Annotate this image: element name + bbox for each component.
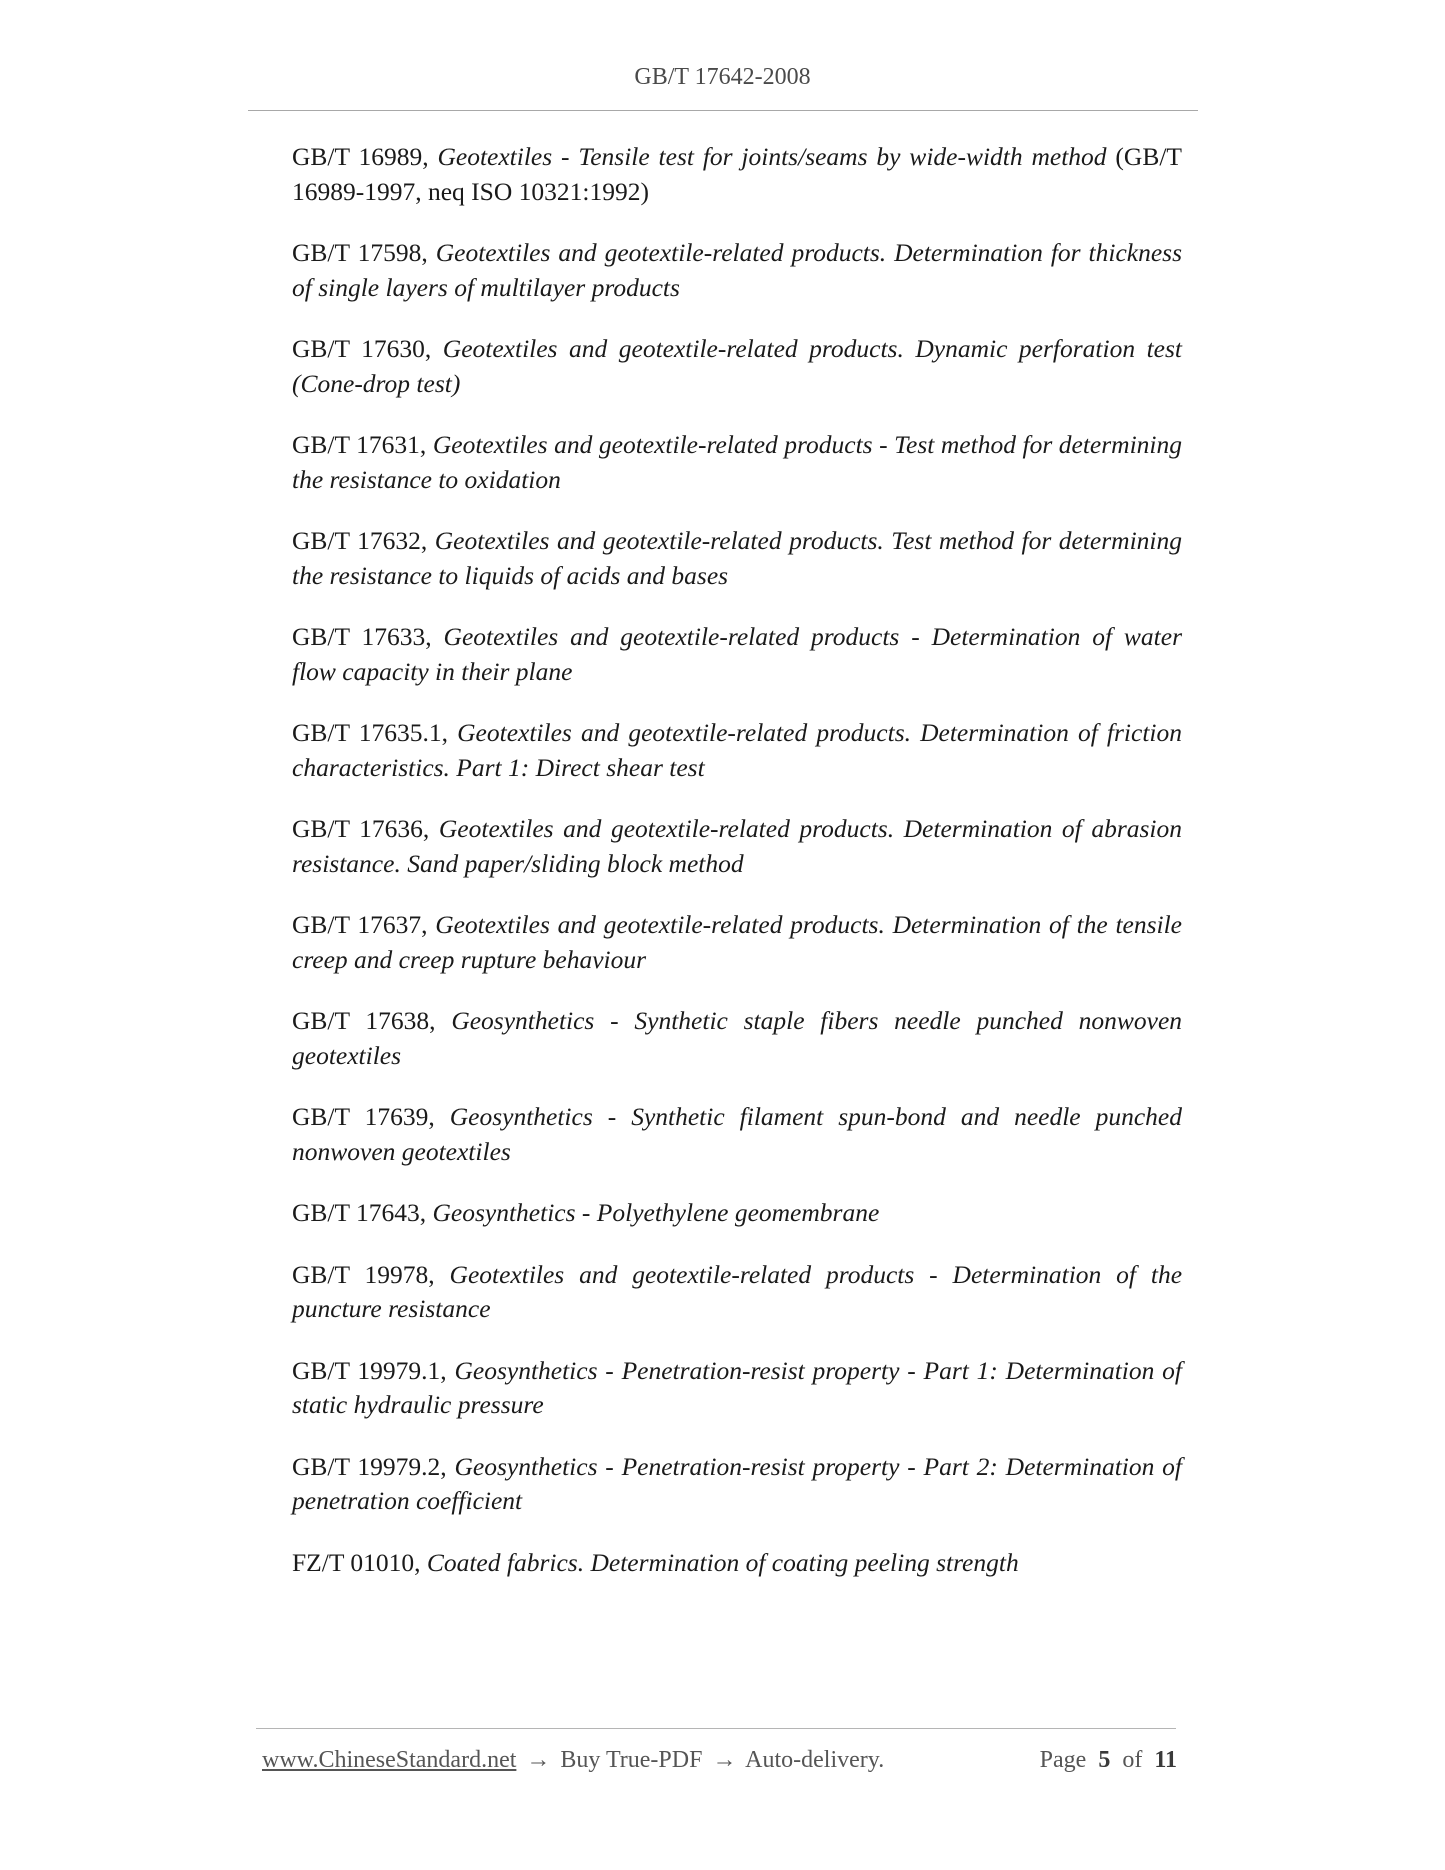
reference-code: GB/T 17635.1, (292, 718, 448, 747)
footer-promo (262, 1747, 884, 1774)
reference-title: Geotextiles and geotextile-related products - Test method for determining the resistance to oxidation (292, 430, 1183, 494)
header-divider (248, 110, 1198, 111)
reference-title: Geotextiles and geotextile-related products - Determination of the puncture resistance (292, 1259, 1183, 1323)
reference-title: Geotextiles and geotextile-related products. Test method for determining the resistance to liquids of acids and bases (292, 526, 1182, 590)
buy-text: Buy True-PDF (560, 1747, 703, 1773)
of-label: of (1122, 1747, 1143, 1773)
page-number (1040, 1747, 1177, 1774)
normative-references-list (292, 140, 1182, 1607)
reference-item (292, 716, 1182, 785)
reference-title: Geosynthetics - Polyethylene geomembrane (432, 1198, 880, 1227)
reference-code: FZ/T 01010, (292, 1547, 421, 1577)
reference-title: Geotextiles and geotextile-related products. Determination of abrasion resistance. Sand paper/sliding block method (292, 814, 1182, 878)
reference-title: Geosynthetics - Synthetic staple fibers needle punched nonwoven geotextiles (292, 1006, 1183, 1070)
reference-title: Geosynthetics - Penetration-resist property - Part 1: Determination of static hydraulic pressure (292, 1355, 1183, 1419)
delivery-text: Auto-delivery. (745, 1747, 885, 1773)
reference-item (292, 428, 1182, 497)
reference-item (292, 908, 1182, 977)
reference-code: GB/T 19979.2, (292, 1451, 447, 1481)
website-link[interactable]: www.ChineseStandard.net (262, 1747, 517, 1773)
reference-code: GB/T 17630, (292, 334, 432, 363)
reference-title: Geosynthetics - Synthetic filament spun-bond and needle punched nonwoven geotextiles (292, 1102, 1182, 1166)
arrow-right-icon: → (712, 1747, 737, 1773)
reference-code: GB/T 16989, (292, 142, 429, 171)
reference-item (292, 1258, 1182, 1327)
reference-code: GB/T 17637, (292, 910, 428, 939)
reference-item (292, 1354, 1182, 1423)
reference-code: GB/T 17638, (292, 1006, 436, 1035)
reference-item (292, 1100, 1182, 1169)
reference-code: GB/T 17632, (292, 526, 428, 555)
reference-code: GB/T 17598, (292, 238, 428, 267)
reference-item (292, 332, 1182, 401)
reference-item (292, 1004, 1182, 1073)
arrow-right-icon: → (526, 1747, 551, 1773)
reference-code: GB/T 17643, (292, 1198, 427, 1227)
reference-item (292, 236, 1182, 305)
reference-title: Geosynthetics - Penetration-resist property - Part 2: Determination of penetration coefficient (292, 1451, 1183, 1515)
reference-code: GB/T 17639, (292, 1102, 435, 1131)
page-current: 5 (1098, 1747, 1111, 1773)
footer-divider (256, 1728, 1176, 1729)
reference-title: Geotextiles - Tensile test for joints/seams by wide-width method (437, 142, 1107, 171)
reference-title: Geotextiles and geotextile-related products - Determination of water flow capacity in their plane (292, 622, 1183, 686)
reference-item (292, 524, 1182, 593)
reference-item (292, 1546, 1182, 1581)
reference-item (292, 1196, 1182, 1231)
reference-title: Geotextiles and geotextile-related products. Dynamic perforation test (Cone-drop test) (292, 334, 1182, 398)
page-header-title: GB/T 17642-2008 (634, 64, 811, 90)
reference-code: GB/T 19979.1, (292, 1355, 447, 1385)
reference-item (292, 812, 1182, 881)
reference-code: GB/T 17631, (292, 430, 427, 459)
reference-title: Geotextiles and geotextile-related products. Determination of the tensile creep and creep rupture behaviour (292, 910, 1183, 974)
reference-item (292, 620, 1182, 689)
reference-title: Coated fabrics. Determination of coating peeling strength (426, 1547, 1019, 1577)
reference-suffix: (GB/T 16989-1997, neq ISO 10321:1992) (292, 142, 1182, 206)
reference-code: GB/T 17636, (292, 814, 430, 843)
reference-title: Geotextiles and geotextile-related products. Determination of friction characteristics. Part 1: Direct shear test (292, 718, 1182, 782)
page-total: 11 (1154, 1747, 1177, 1773)
reference-title: Geotextiles and geotextile-related products. Determination for thickness of single layers of multilayer products (292, 238, 1183, 302)
reference-item (292, 140, 1182, 209)
reference-item (292, 1450, 1182, 1519)
reference-code: GB/T 17633, (292, 622, 432, 651)
page-label: Page (1039, 1747, 1087, 1773)
reference-code: GB/T 19978, (292, 1259, 435, 1289)
